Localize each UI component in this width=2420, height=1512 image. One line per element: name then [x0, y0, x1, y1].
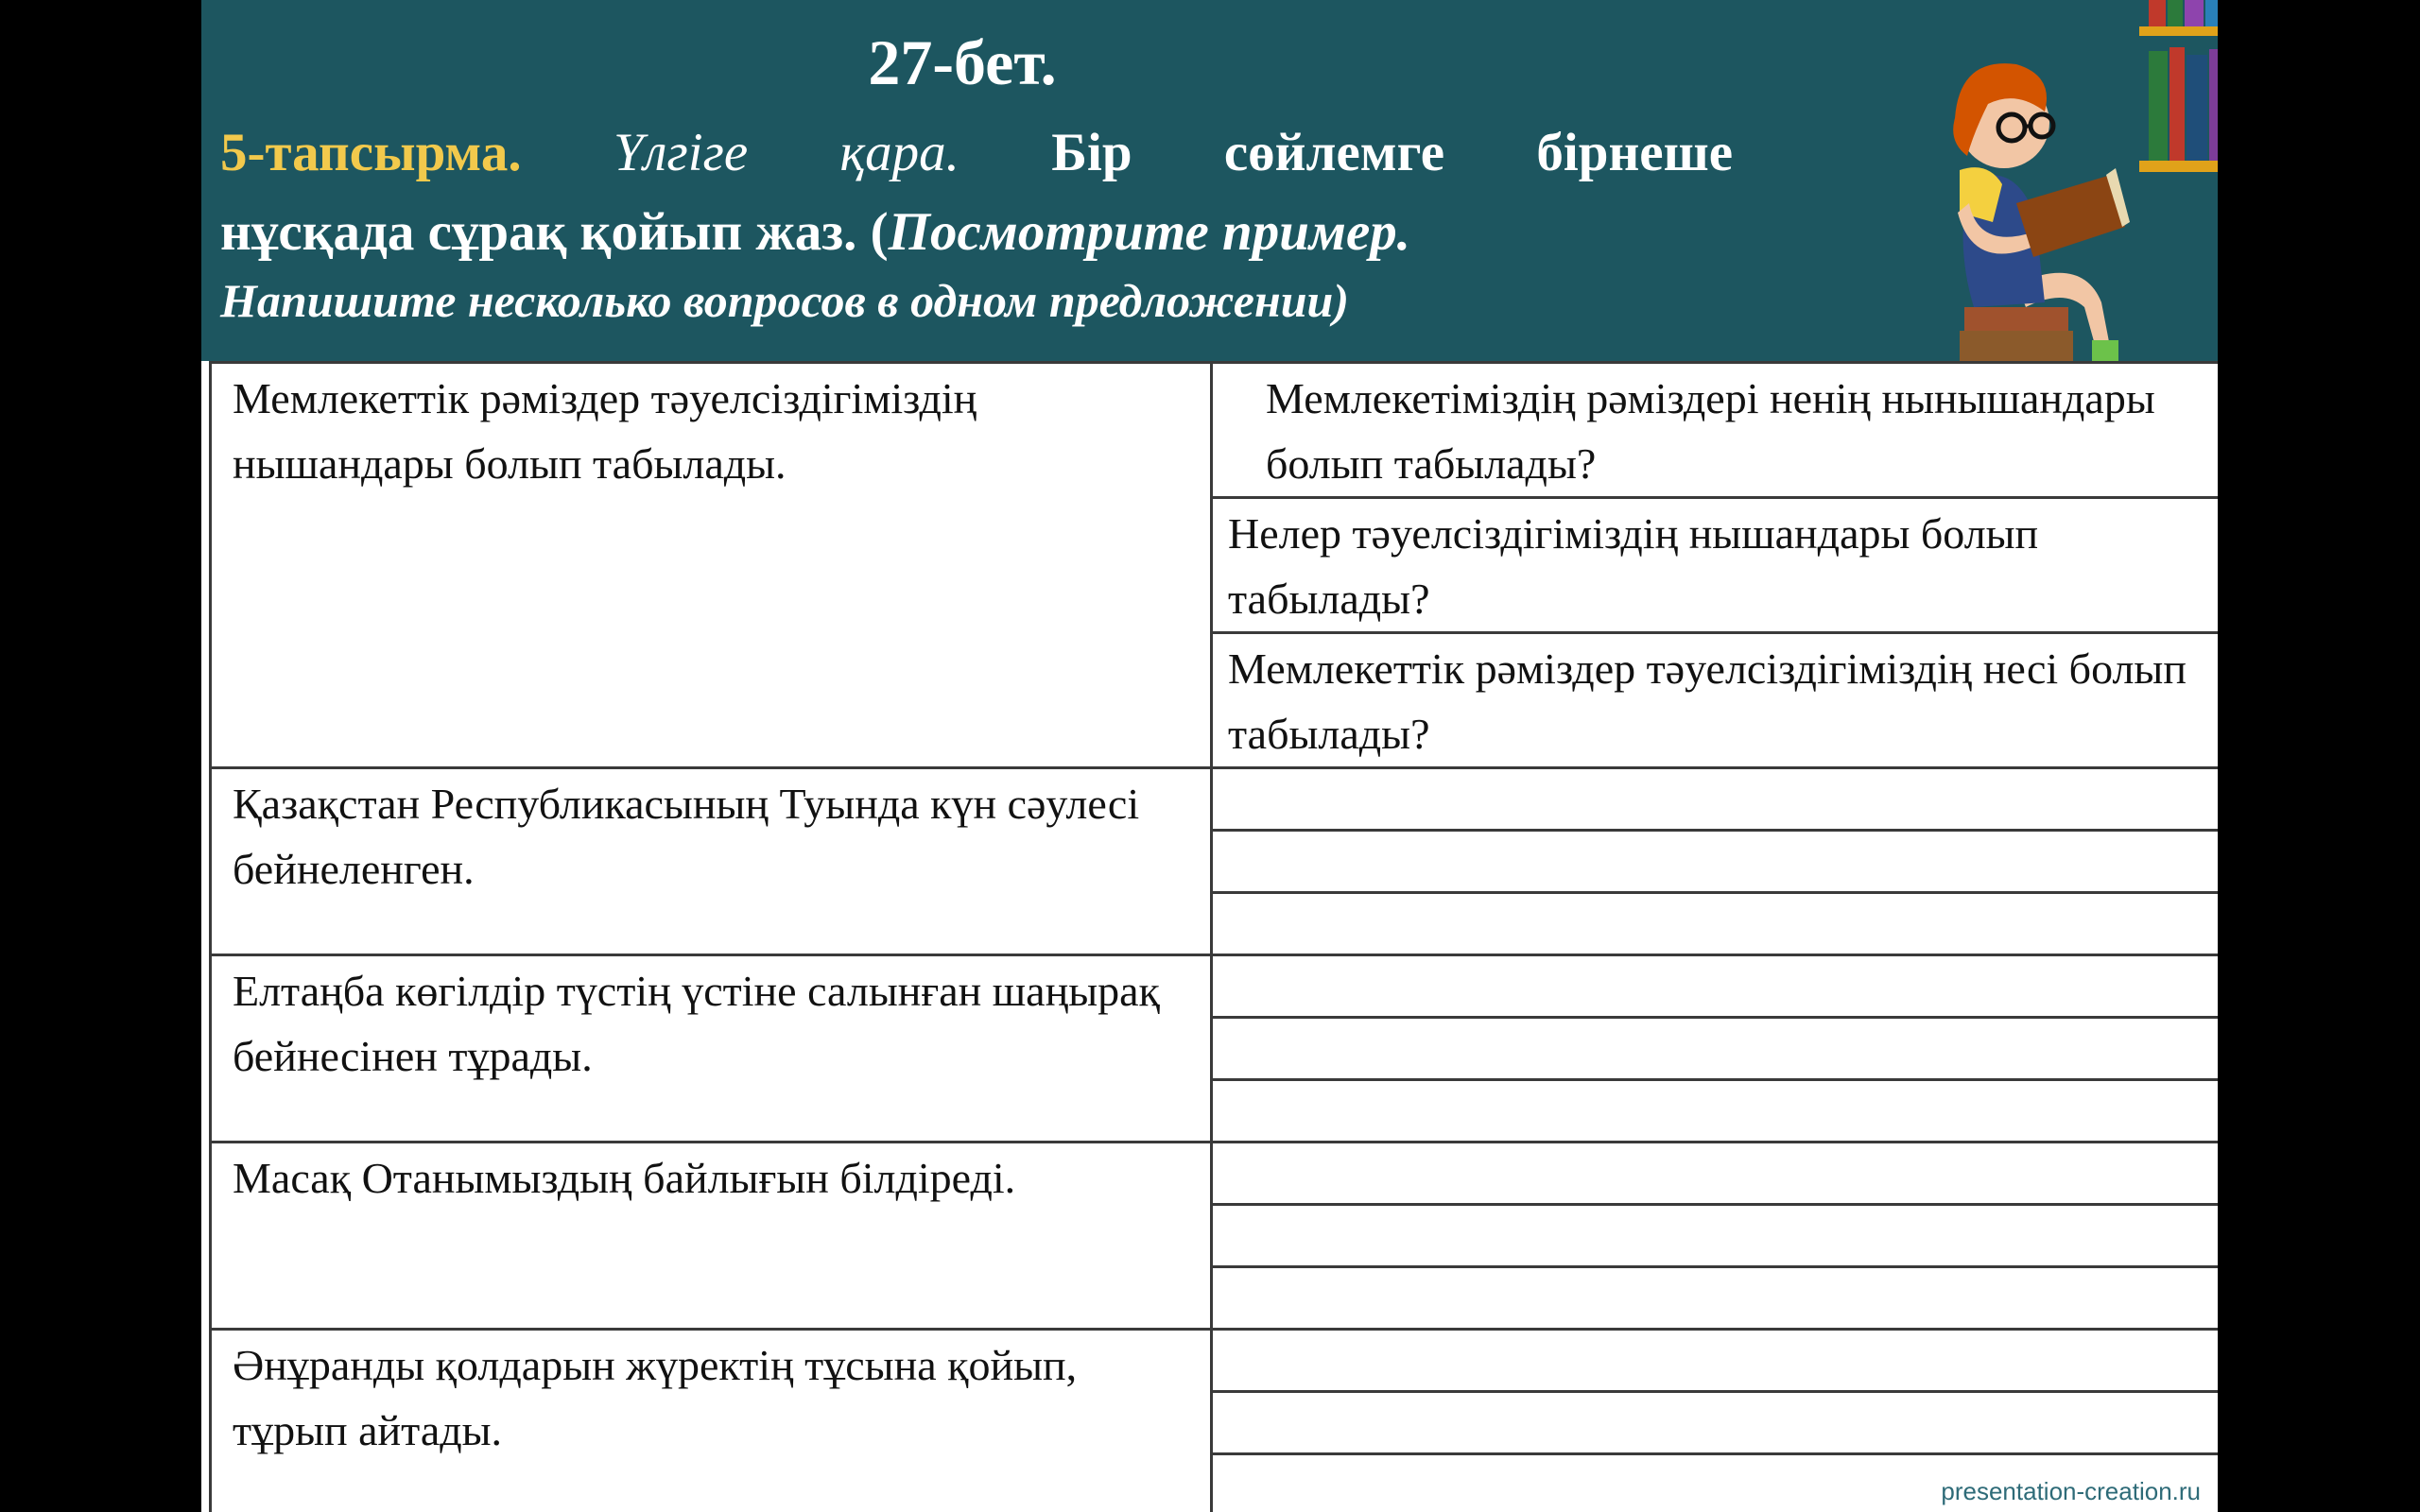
sentence-cell-5: Әнұранды қолдарын жүректің тұсына қойып, тұрып айтады.: [211, 1330, 1212, 1512]
answer-cell-5-1[interactable]: [1212, 1330, 2219, 1392]
slide-header: [201, 0, 2218, 361]
sentence-cell-3: Елтаңба көгілдір түстің үстіне салынған шаңырақ бейнесінен тұрады.: [211, 955, 1212, 1143]
exercise-table: [209, 361, 2218, 1512]
answer-cell-2-3[interactable]: [1212, 893, 2219, 955]
task-line-1: [220, 113, 1733, 193]
answer-cell-4-3[interactable]: [1212, 1267, 2219, 1330]
answer-cell-1-3[interactable]: Мемлекеттік рәміздер тәуелсіздігіміздің несі болып табылады?: [1212, 633, 2219, 768]
answer-text: Мемлекетіміздің рәміздері ненің нынышандары болып табылады?: [1266, 374, 2155, 488]
answer-cell-3-2[interactable]: [1212, 1018, 2219, 1080]
sentence-cell-2: Қазақстан Республикасының Туында күн сәулесі бейнеленген.: [211, 768, 1212, 955]
books-top: [2149, 0, 2218, 26]
page-number: 27-бет.: [868, 26, 1057, 98]
credit-watermark: presentation-creation.ru: [1941, 1477, 2201, 1505]
answer-cell-3-1[interactable]: [1212, 955, 2219, 1018]
answer-cell-4-2[interactable]: [1212, 1205, 2219, 1267]
task-instruction: [220, 113, 1733, 335]
reading-girl-illustration: [1733, 0, 2218, 361]
answer-cell-5-2[interactable]: [1212, 1392, 2219, 1454]
answer-cell-4-1[interactable]: [1212, 1143, 2219, 1205]
task-number: 5-тапсырма.: [220, 123, 522, 182]
sentence-cell-4: Масақ Отанымыздың байлығын білдіреді.: [211, 1143, 1212, 1330]
task-bold-2: нұсқада сұрақ қойып жаз. (: [220, 202, 889, 262]
answer-cell-1-1[interactable]: [1212, 363, 2219, 498]
sentence-cell-1: Мемлекеттік рәміздер тәуелсіздігіміздің нышандары болып табылады.: [211, 363, 1212, 768]
answer-cell-2-2[interactable]: [1212, 831, 2219, 893]
answer-cell-2-1[interactable]: [1212, 768, 2219, 831]
task-ru-2: Напишите несколько вопросов в одном предложении): [220, 274, 1350, 327]
task-bold-1: Бір сөйлемге бірнеше: [1051, 123, 1734, 182]
answer-cell-3-3[interactable]: [1212, 1080, 2219, 1143]
task-italic: Үлгіге қара.: [613, 123, 959, 182]
task-line-2: [220, 193, 1733, 272]
slide: [201, 0, 2218, 1512]
answer-cell-1-2[interactable]: Нелер тәуелсіздігіміздің нышандары болып табылады?: [1212, 498, 2219, 633]
books-shelf: [2149, 47, 2218, 161]
task-ru-1: Посмотрите пример.: [888, 202, 1411, 262]
